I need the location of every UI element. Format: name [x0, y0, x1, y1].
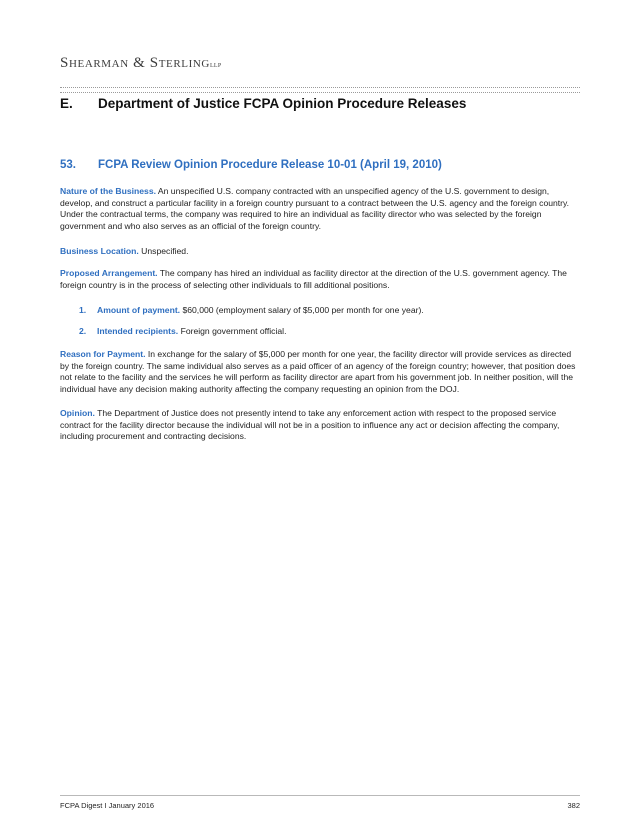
paragraph-proposed-arrangement — [60, 268, 582, 291]
section-letter: E. — [60, 96, 73, 111]
logo-llp: LLP — [209, 63, 222, 69]
footer-publication: FCPA Digest I January 2016 — [60, 801, 155, 810]
logo-s-cap: S — [60, 55, 69, 71]
reason-label: Reason for Payment. — [60, 349, 146, 359]
subsection-number: 53. — [60, 159, 76, 171]
nature-text: An unspecified U.S. company contracted with an unspecified agency of the U.S. government to design, develop, and construct a particular facility in a foreign country pursuant to a contract between the U.S. agency and the foreign country. Under the contractual terms, the company was required to hire an individual as facility director who was selected by the foreign government and who also serves as an official of the foreign country. — [60, 186, 570, 231]
logo-s-rest: HEARMAN — [68, 58, 129, 70]
footer-divider — [60, 795, 580, 796]
list-item-number: 1. — [79, 305, 87, 315]
list-item-text: $60,000 (employment salary of $5,000 per month for one year). — [180, 305, 424, 315]
list-item-label: Amount of payment. — [97, 305, 181, 315]
section-heading — [60, 96, 580, 111]
opinion-text: The Department of Justice does not presently intend to take any enforcement action with respect to the proposed service contract for the facility director because the individual will not be in a position to influence any act or decision affecting the company, including procurement and contracting decisions. — [60, 408, 560, 442]
logo-t-cap: S — [149, 55, 159, 71]
list-item-label: Intended recipients. — [97, 326, 179, 336]
logo-t-rest: TERLING — [158, 58, 210, 70]
list-item — [79, 305, 579, 317]
subsection-heading — [60, 159, 580, 171]
location-text: Unspecified. — [138, 246, 189, 256]
location-label: Business Location. — [60, 246, 139, 256]
subsection-title: FCPA Review Opinion Procedure Release 10-01 (April 19, 2010) — [98, 159, 442, 171]
list-item-text: Foreign government official. — [178, 326, 287, 336]
list-item — [79, 326, 579, 338]
list-item-number: 2. — [79, 326, 87, 336]
paragraph-business-location — [60, 246, 582, 258]
paragraph-nature-of-business — [60, 186, 582, 232]
firm-logo — [60, 55, 222, 72]
paragraph-reason-for-payment — [60, 349, 582, 395]
arrangement-text: The company has hired an individual as facility director at the direction of the U.S. government agency. The foreign country is in the process of selecting other individuals to fill additional positions. — [60, 268, 567, 290]
page-number: 382 — [567, 801, 580, 810]
header-divider — [60, 87, 580, 93]
arrangement-label: Proposed Arrangement. — [60, 268, 158, 278]
nature-label: Nature of the Business. — [60, 186, 156, 196]
paragraph-opinion — [60, 408, 582, 443]
reason-text: In exchange for the salary of $5,000 per month for one year, the facility director will provide services as directed by the foreign country. The same individual also serves as a paid officer of an agency of the foreign country; however, that position does not relate to the facility and the services he will perform as facility director are apart from his government job. In neither position, will the individual have any decision making authority affecting the company requesting an opinion from the DOJ. — [60, 349, 576, 394]
opinion-label: Opinion. — [60, 408, 95, 418]
logo-ampersand: & — [128, 55, 150, 71]
section-title: Department of Justice FCPA Opinion Procedure Releases — [98, 96, 467, 111]
